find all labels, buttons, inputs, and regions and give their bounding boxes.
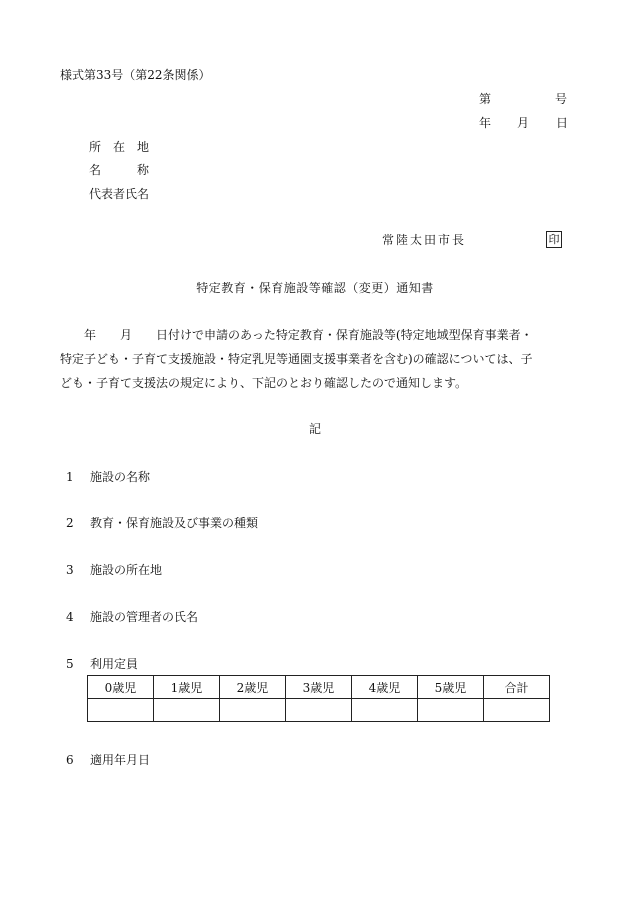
body-line: ども・子育て支援法の規定により、下記のとおり確認したので通知します。 xyxy=(60,376,468,390)
table-header-cell: 1歳児 xyxy=(154,676,220,699)
table-header-cell: 2歳児 xyxy=(220,676,286,699)
list-item xyxy=(66,516,258,530)
item-number: 4 xyxy=(66,610,74,624)
list-item xyxy=(66,610,198,624)
table-header-row xyxy=(88,676,550,699)
body-line: 特定子ども・子育て支援施設・特定乳児等通園支援事業者を含む)の確認については、子 xyxy=(60,352,533,366)
item-label: 施設の名称 xyxy=(90,470,151,484)
date-day-label: 日 xyxy=(556,116,569,130)
table-header-cell: 0歳児 xyxy=(88,676,154,699)
ki-heading: 記 xyxy=(308,422,321,436)
recipient-address-label: 所在地 xyxy=(89,140,162,154)
table-cell xyxy=(154,699,220,722)
table-cell xyxy=(220,699,286,722)
document-number-label: 第 xyxy=(479,92,492,106)
table-cell xyxy=(88,699,154,722)
recipient-name-label xyxy=(89,163,150,177)
name-label-left: 名 xyxy=(89,163,102,177)
list-item xyxy=(66,657,138,671)
capacity-table xyxy=(87,675,550,722)
table-cell xyxy=(418,699,484,722)
item-label: 施設の管理者の氏名 xyxy=(90,610,199,624)
seal-mark: 印 xyxy=(546,231,562,248)
table-header-cell: 5歳児 xyxy=(418,676,484,699)
item-number: 3 xyxy=(66,563,74,577)
list-item xyxy=(66,563,162,577)
table-cell xyxy=(352,699,418,722)
body-paragraph xyxy=(60,323,570,395)
item-number: 5 xyxy=(66,657,74,671)
name-label-right: 称 xyxy=(137,163,150,177)
body-line: 年 月 日付けで申請のあった特定教育・保育施設等(特定地域型保育事業者・ xyxy=(60,328,533,342)
item-number: 1 xyxy=(66,470,74,484)
date-month-label: 月 xyxy=(517,116,530,130)
representative-name-label: 代表者氏名 xyxy=(89,187,150,201)
item-label: 施設の所在地 xyxy=(90,563,163,577)
table-row xyxy=(88,699,550,722)
item-label: 教育・保育施設及び事業の種類 xyxy=(90,516,259,530)
list-item xyxy=(66,470,150,484)
table-header-cell: 3歳児 xyxy=(286,676,352,699)
form-number: 様式第33号（第22条関係） xyxy=(60,68,211,82)
table-cell xyxy=(484,699,550,722)
table-cell xyxy=(286,699,352,722)
list-item xyxy=(66,753,150,767)
item-label: 利用定員 xyxy=(90,657,139,671)
item-number: 2 xyxy=(66,516,74,530)
table-header-cell: 合計 xyxy=(484,676,550,699)
document-number-suffix: 号 xyxy=(555,92,568,106)
date-year-label: 年 xyxy=(479,116,492,130)
issuer-name: 常陸太田市長 xyxy=(382,233,467,247)
item-number: 6 xyxy=(66,753,74,767)
table-header-cell: 4歳児 xyxy=(352,676,418,699)
item-label: 適用年月日 xyxy=(90,753,151,767)
document-title: 特定教育・保育施設等確認（変更）通知書 xyxy=(196,281,434,295)
